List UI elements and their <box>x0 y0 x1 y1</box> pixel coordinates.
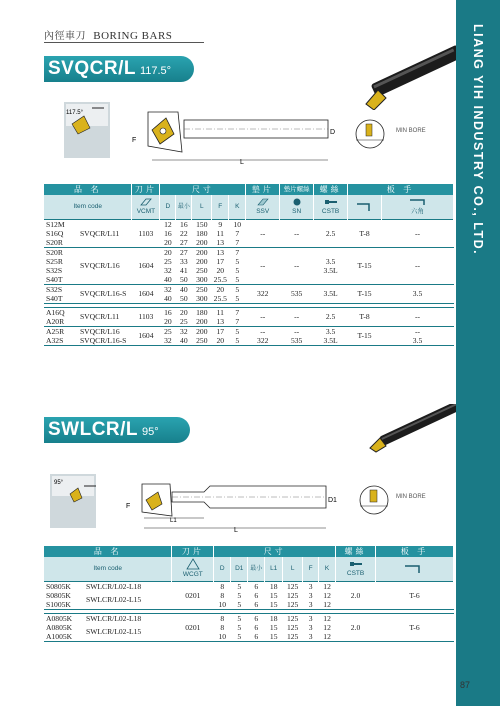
cell-L: 125 <box>286 631 299 641</box>
swlcr-subheader-row <box>44 557 454 581</box>
cell-D1: 5 <box>237 631 242 641</box>
cell-F: 11 <box>216 228 224 238</box>
cell-name: SVQCR/L16-S <box>79 335 127 345</box>
cell-F: 3 <box>308 590 313 600</box>
cell-key2: -- <box>382 219 454 247</box>
cell-K: 5 <box>235 265 240 275</box>
cell-K: 7 <box>235 237 240 247</box>
swlcr-drw-D: D1 <box>328 497 337 504</box>
cell-D: 32 <box>164 335 172 345</box>
torx-key-icon <box>355 201 375 213</box>
cell-F: 3 <box>308 622 313 632</box>
swlcr-sh-L: L <box>283 557 303 581</box>
cell-L: 125 <box>286 622 299 632</box>
cell-code: A0805K <box>46 622 73 632</box>
cell-K: 12 <box>323 622 331 632</box>
svqcr-sh-screw <box>314 195 348 219</box>
svqcr-sh-insert <box>132 195 160 219</box>
cell-min: 6 <box>254 631 259 641</box>
insert-diamond-icon <box>139 197 153 207</box>
cell-F: 20 <box>216 265 225 275</box>
svqcr-sh-shim <box>246 195 280 219</box>
svqcr-banner <box>44 56 194 82</box>
swlcr-drw-F: F <box>126 503 131 510</box>
svqcr-sh-L: L <box>192 195 212 219</box>
cell-F: 13 <box>216 316 225 326</box>
svqcr-h-insert: 刀片 <box>132 184 160 195</box>
cell-K: 7 <box>229 307 246 317</box>
cell-F: 3 <box>303 581 319 591</box>
cell-F: 20 <box>212 284 229 294</box>
swlcr-h-insert: 刀片 <box>172 546 214 557</box>
cell-key2: -- <box>382 326 454 336</box>
swlcr-drawing <box>44 462 456 534</box>
cell-L: 180 <box>192 307 212 317</box>
cell-F: 20 <box>216 335 225 345</box>
cell-code: S25R <box>46 256 63 266</box>
svqcr-drawing <box>44 90 456 170</box>
swlcr-sh-L1: L1 <box>265 557 283 581</box>
cell-name: SWLCR/L02-L18 <box>84 581 172 591</box>
cell-code: A32S <box>46 335 64 345</box>
cell-key: T-6 <box>376 581 454 609</box>
table-row <box>44 219 454 229</box>
cell-L1: 18 <box>265 613 283 623</box>
company-name: LIANG YIH INDUSTRY CO., LTD. <box>471 24 485 256</box>
cell-min: 40 <box>176 284 192 294</box>
cell-K: 10 <box>229 219 246 229</box>
swlcr-table <box>44 546 454 642</box>
svqcr-sh-item-code: Item code <box>44 195 132 219</box>
screw-icon <box>324 197 338 207</box>
cell-shim: 322 <box>257 335 269 345</box>
cell-name: SWLCR/L02-L15 <box>85 595 142 604</box>
cell-shim: -- <box>246 307 280 326</box>
table-row <box>44 581 454 591</box>
cell-L: 125 <box>283 581 303 591</box>
svqcr-sh-shim-screw-label: SN <box>292 208 302 216</box>
cell-key1: T-15 <box>348 247 382 284</box>
table-row <box>44 307 454 317</box>
svqcr-h-key: 板 手 <box>348 184 454 195</box>
cell-L: 125 <box>286 590 299 600</box>
cell-key1: T-15 <box>348 326 382 345</box>
page-number: 87 <box>460 680 471 690</box>
svqcr-h-screw: 螺絲 <box>314 184 348 195</box>
screw-icon <box>349 559 363 569</box>
cell-K: 12 <box>319 581 336 591</box>
cell-L: 250 <box>196 335 208 345</box>
cell-D1: 5 <box>231 581 248 591</box>
svqcr-sh-min <box>176 195 192 219</box>
svqcr-sh-F: F <box>212 195 229 219</box>
cell-K: 7 <box>235 316 240 326</box>
swlcr-sh-screw-label: CSTB <box>346 570 365 578</box>
cell-code: S40T <box>46 274 63 284</box>
cell-shim: -- <box>246 326 280 336</box>
svqcr-drw-D: D <box>330 129 336 136</box>
cell-insert: 0201 <box>172 581 214 609</box>
svqcr-sh-key2-label: 六角 <box>411 207 425 216</box>
swlcr-drw-min-bore: MIN BORE <box>396 494 426 500</box>
svqcr-drw-L: L <box>240 159 244 166</box>
cell-code: S40T <box>46 293 63 303</box>
svqcr-drw-F: F <box>132 137 137 144</box>
cell-code: S12M <box>44 219 78 229</box>
cell-shim-screw: -- <box>280 307 314 326</box>
cell-L: 300 <box>196 274 208 284</box>
table-row <box>44 326 454 336</box>
table-row <box>44 284 454 294</box>
svqcr-sh-insert-label: VCMT <box>136 208 156 216</box>
cell-min: 27 <box>180 237 188 247</box>
svqcr-sh-shim-label: SSV <box>256 208 270 216</box>
cell-code: S20R <box>44 247 78 257</box>
company-sidebar <box>456 0 500 706</box>
cell-min: 33 <box>180 256 188 266</box>
cell-D: 8 <box>214 613 231 623</box>
cell-key2: -- <box>382 247 454 284</box>
cell-min: 20 <box>176 307 192 317</box>
cell-L: 200 <box>196 256 208 266</box>
cell-shim-screw: 535 <box>290 335 303 345</box>
cell-shim-screw: -- <box>280 247 314 284</box>
swlcr-sh-key <box>376 557 454 581</box>
cell-L: 200 <box>192 247 212 257</box>
cell-D: 8 <box>220 590 225 600</box>
cell-insert: 1103 <box>132 219 160 247</box>
swlcr-h-name: 品 名 <box>44 546 172 557</box>
cell-min: 6 <box>254 590 259 600</box>
cell-K: 7 <box>235 228 240 238</box>
cell-key1: T-8 <box>348 307 382 326</box>
cell-L: 125 <box>286 599 299 609</box>
cell-code: S0805K <box>44 581 84 591</box>
svqcr-h-shim: 墊片 <box>246 184 280 195</box>
cell-F: 3 <box>308 631 313 641</box>
swlcr-product-photo <box>360 404 456 454</box>
cell-min: 22 <box>180 228 188 238</box>
svqcr-drw-min-bore: MIN BORE <box>396 128 426 134</box>
cell-L1: 15 <box>269 622 278 632</box>
swlcr-sh-D1: D1 <box>231 557 248 581</box>
cell-min: 40 <box>180 335 188 345</box>
cell-screw: 3.5L <box>314 284 348 303</box>
cell-K: 12 <box>323 631 331 641</box>
cell-L: 300 <box>196 293 208 303</box>
svqcr-h-shim-screw: 墊片螺絲 <box>280 184 314 195</box>
svqcr-drw-angle: 117.5° <box>66 110 83 116</box>
cell-D1: 5 <box>237 590 242 600</box>
cell-F: 25.5 <box>213 274 227 284</box>
shim-icon <box>256 197 270 207</box>
hex-key-icon <box>408 197 428 207</box>
cell-D: 20 <box>164 237 172 247</box>
cell-code: S32S <box>46 265 63 275</box>
cell-K: 5 <box>229 326 246 336</box>
cell-screw: 3.5 <box>314 247 348 266</box>
cell-F: 3 <box>308 599 313 609</box>
cell-min: 16 <box>176 219 192 229</box>
cell-D: 12 <box>160 219 176 229</box>
torx-key-icon <box>403 563 427 575</box>
cell-D: 8 <box>214 581 231 591</box>
swlcr-drw-L1: L1 <box>170 518 177 524</box>
cell-D: 10 <box>218 599 227 609</box>
cell-code: A20R <box>46 316 65 326</box>
cell-L: 250 <box>196 265 208 275</box>
cell-min: 32 <box>176 326 192 336</box>
insert-trigon-icon <box>186 558 200 570</box>
cell-key2: 3.5 <box>412 335 423 345</box>
cell-name: SVQCR/L11 <box>78 219 132 247</box>
svqcr-angle: 117.5° <box>139 65 172 77</box>
cell-name: SVQCR/L16 <box>78 247 132 284</box>
cell-D: 40 <box>164 274 172 284</box>
table-row <box>44 247 454 257</box>
cell-min: 27 <box>176 247 192 257</box>
swlcr-angle: 95° <box>142 426 159 438</box>
cell-shim: 322 <box>246 284 280 303</box>
cell-F: 25.5 <box>213 293 227 303</box>
cell-F: 13 <box>212 247 229 257</box>
cell-D: 32 <box>164 265 172 275</box>
cell-shim-screw: 535 <box>280 284 314 303</box>
swlcr-sh-D: D <box>214 557 231 581</box>
cell-D: 16 <box>164 228 172 238</box>
cell-F: 11 <box>212 307 229 317</box>
cell-min: 6 <box>254 622 259 632</box>
swlcr-banner <box>44 417 190 443</box>
cell-L: 150 <box>192 219 212 229</box>
cell-name: SVQCR/L16 <box>78 326 132 336</box>
cell-F: 17 <box>216 256 225 266</box>
cell-insert: 1103 <box>132 307 160 326</box>
swlcr-sh-insert-label: WCGT <box>182 571 203 579</box>
cell-K: 12 <box>323 599 331 609</box>
cell-shim-screw: -- <box>280 219 314 247</box>
swlcr-sh-min <box>248 557 265 581</box>
table-row <box>44 613 454 623</box>
cell-F: 13 <box>216 237 225 247</box>
svqcr-sh-key2 <box>382 195 454 219</box>
svqcr-sh-shim-screw <box>280 195 314 219</box>
svqcr-h-dims: 尺寸 <box>160 184 246 195</box>
cell-D: 16 <box>160 307 176 317</box>
cell-min: 6 <box>248 581 265 591</box>
svqcr-model: SVQCR/L <box>48 58 136 79</box>
cell-min: 50 <box>180 274 188 284</box>
cell-screw: 3.5 <box>314 326 348 336</box>
cell-insert: 0201 <box>172 613 214 641</box>
cell-name: SWLCR/L02-L18 <box>84 613 172 623</box>
cell-insert: 1604 <box>132 247 160 284</box>
cell-code: A16Q <box>44 307 78 317</box>
cell-code: A25R <box>44 326 78 336</box>
cell-K: 5 <box>235 335 240 345</box>
swlcr-h-key: 板 手 <box>376 546 454 557</box>
cell-min: 25 <box>180 316 188 326</box>
cell-code: S16Q <box>46 228 64 238</box>
cell-shim-screw: -- <box>280 326 314 336</box>
svqcr-sh-D: D <box>160 195 176 219</box>
cell-F: 3 <box>303 613 319 623</box>
cell-shim: -- <box>246 247 280 284</box>
cell-L1: 15 <box>269 590 278 600</box>
cell-L: 250 <box>192 284 212 294</box>
cell-screw: 3.5L <box>323 265 338 275</box>
cell-code: S1005K <box>46 599 71 609</box>
cell-shim: -- <box>246 219 280 247</box>
cell-screw: 2.0 <box>336 581 376 609</box>
cell-min: 50 <box>180 293 188 303</box>
cell-D1: 5 <box>231 613 248 623</box>
svqcr-header-row <box>44 184 454 195</box>
cell-K: 12 <box>319 613 336 623</box>
swlcr-sh-min-label: 最小 <box>250 565 263 573</box>
table-row <box>44 336 454 346</box>
cell-L: 200 <box>196 316 208 326</box>
cell-L1: 15 <box>269 631 278 641</box>
cell-screw: 3.5L <box>323 335 338 345</box>
cell-L1: 15 <box>269 599 278 609</box>
svqcr-sh-screw-label: CSTB <box>321 208 340 216</box>
cell-D1: 5 <box>237 622 242 632</box>
cell-code: S20R <box>46 237 63 247</box>
swlcr-sh-K: K <box>319 557 336 581</box>
cell-key2: 3.5 <box>382 284 454 303</box>
cell-F: 9 <box>212 219 229 229</box>
svqcr-sh-min-label: 最小 <box>177 203 190 211</box>
cell-screw: 2.5 <box>314 307 348 326</box>
page-header <box>44 27 172 42</box>
cell-key2: -- <box>382 307 454 326</box>
swlcr-drw-angle: 95° <box>54 480 64 486</box>
cell-name: SWLCR/L02-L15 <box>85 627 142 636</box>
cell-K: 5 <box>235 256 240 266</box>
cell-D: 25 <box>160 326 176 336</box>
swlcr-sh-insert <box>172 557 214 581</box>
cell-key1: T-15 <box>348 284 382 303</box>
cell-D: 32 <box>160 284 176 294</box>
cell-L1: 18 <box>265 581 283 591</box>
cell-D: 8 <box>220 622 225 632</box>
cell-D: 10 <box>218 631 227 641</box>
cell-screw: 2.0 <box>336 613 376 641</box>
svqcr-subheader-row <box>44 195 454 219</box>
svqcr-h-name: 品 名 <box>44 184 132 195</box>
cell-code: S0805K <box>46 590 71 600</box>
swlcr-drw-L: L <box>234 527 238 534</box>
header-title-en: BORING BARS <box>93 30 173 42</box>
swlcr-sh-screw <box>336 557 376 581</box>
cell-name: SVQCR/L16-S <box>78 284 132 303</box>
shim-screw-icon <box>292 197 302 207</box>
header-title-zh: 內徑車刀 <box>44 31 86 42</box>
cell-K: 7 <box>229 247 246 257</box>
cell-D: 20 <box>160 247 176 257</box>
cell-D: 40 <box>164 293 172 303</box>
cell-key1: T-8 <box>348 219 382 247</box>
swlcr-model: SWLCR/L <box>48 419 139 440</box>
cell-screw: 2.5 <box>314 219 348 247</box>
swlcr-header-row <box>44 546 454 557</box>
swlcr-sh-item-code: Item code <box>44 557 172 581</box>
cell-code: S32S <box>44 284 78 294</box>
cell-key: T-6 <box>376 613 454 641</box>
cell-K: 5 <box>235 293 240 303</box>
header-rule <box>44 42 204 43</box>
swlcr-sh-F: F <box>303 557 319 581</box>
cell-K: 12 <box>323 590 331 600</box>
cell-name: SVQCR/L11 <box>78 307 132 326</box>
cell-D1: 5 <box>237 599 242 609</box>
svqcr-sh-K: K <box>229 195 246 219</box>
swlcr-h-screw: 螺絲 <box>336 546 376 557</box>
cell-min: 41 <box>180 265 188 275</box>
cell-L: 200 <box>196 237 208 247</box>
cell-code: A1005K <box>46 631 73 641</box>
cell-insert: 1604 <box>132 284 160 303</box>
cell-insert: 1604 <box>132 326 160 345</box>
swlcr-h-dims: 尺寸 <box>214 546 336 557</box>
cell-L: 200 <box>192 326 212 336</box>
cell-min: 6 <box>248 613 265 623</box>
cell-L: 125 <box>283 613 303 623</box>
svqcr-table <box>44 184 454 346</box>
cell-F: 17 <box>212 326 229 336</box>
cell-K: 5 <box>235 274 240 284</box>
cell-D: 25 <box>164 256 172 266</box>
cell-D: 20 <box>164 316 172 326</box>
cell-L: 180 <box>196 228 208 238</box>
cell-min: 6 <box>254 599 259 609</box>
svqcr-sh-key1 <box>348 195 382 219</box>
cell-code: A0805K <box>44 613 84 623</box>
cell-K: 5 <box>229 284 246 294</box>
